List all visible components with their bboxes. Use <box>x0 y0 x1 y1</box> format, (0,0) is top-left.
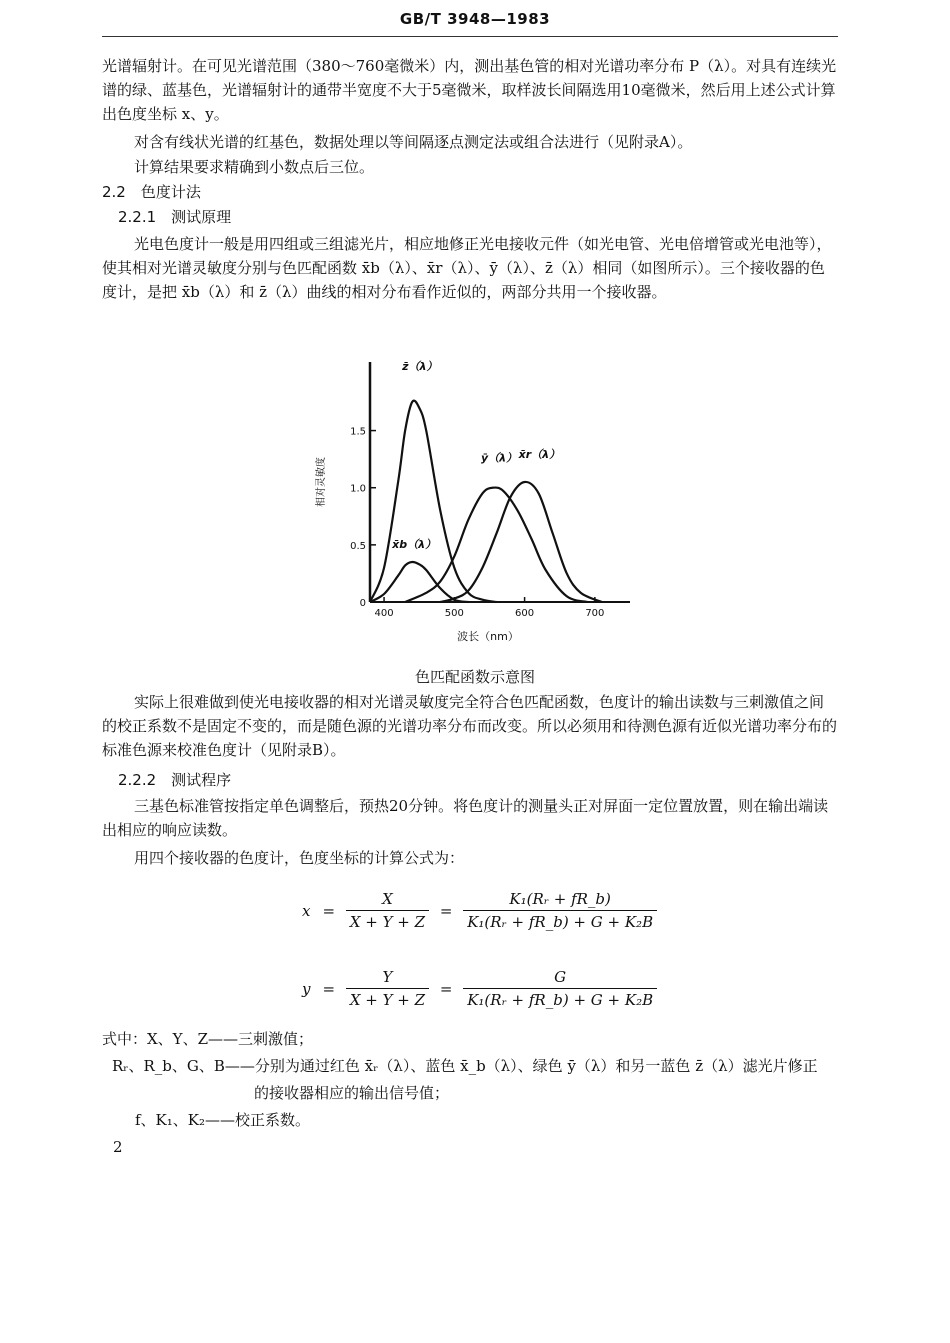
series-label: x̄r（λ） <box>518 448 561 461</box>
x-tick-label: 700 <box>585 608 605 619</box>
def-xyz-term: 式中：X、Y、Z—— <box>102 1030 239 1048</box>
eq2-frac2-num: G <box>463 968 657 989</box>
eq2-frac1-den: X + Y + Z <box>349 991 426 1009</box>
eq1-frac1-den: X + Y + Z <box>349 913 426 931</box>
eq1-frac1 <box>346 890 429 931</box>
def-rrgb <box>112 1053 818 1079</box>
y-tick-label: 1.0 <box>350 483 366 495</box>
x-tick-label: 600 <box>515 608 535 619</box>
eq1-frac2-num: K₁(Rᵣ + fR_b) <box>463 890 657 911</box>
header-rule <box>102 36 838 37</box>
eq1-lhs: x <box>302 901 311 920</box>
y-tick-label: 1.5 <box>350 426 366 438</box>
def-fk-term: f、K₁、K₂—— <box>135 1111 235 1129</box>
page-header: GB/T 3948—1983 <box>399 10 551 28</box>
section-heading-2-2: 2.2 色度计法 <box>102 183 201 201</box>
def-xyz-desc: 三刺激值； <box>238 1030 314 1048</box>
series-label: x̄b（λ） <box>392 538 437 551</box>
paragraph-2: 对含有线状光谱的红基色，数据处理以等间隔逐点测定法或组合法进行（见附录A）。 <box>134 133 693 151</box>
eq1-frac1-num: X <box>346 890 429 911</box>
section-heading-2-2-2: 2.2.2 测试程序 <box>118 771 232 789</box>
series-label: ȳ（λ） <box>480 451 518 465</box>
paragraph-1: 光谱辐射计。在可见光谱范围（380～760毫微米）内，测出基色管的相对光谱功率分布 P（λ）。对具有连续光谱的绿、蓝基色，光谱辐射计的通带半宽度不大于5毫微米，取样波长间隔选用10毫微米，然后用上述公式计算出色度坐标 x、y。 <box>102 57 837 123</box>
def-rrgb-desc: 分别为通过红色 x̄ᵣ（λ）、蓝色 x̄_b（λ）、绿色 ȳ（λ）和另一蓝色 z̄（λ）滤光片修正 <box>254 1057 818 1075</box>
color-matching-chart <box>300 340 640 655</box>
eq2-frac1 <box>346 968 429 1009</box>
paragraph-7: 用四个接收器的色度计，色度坐标的计算公式为： <box>134 849 465 867</box>
x-tick-label: 500 <box>444 608 464 619</box>
eq2-frac2-den: K₁(Rᵣ + fR_b) + G + K₂B <box>467 991 654 1009</box>
y-tick-label: 0.5 <box>350 540 366 552</box>
eq1-frac2-den: K₁(Rᵣ + fR_b) + G + K₂B <box>467 913 654 931</box>
def-fk-desc: 校正系数。 <box>235 1111 311 1129</box>
x-axis-label: 波长（nm） <box>457 630 519 643</box>
eq2-frac2 <box>463 968 657 1009</box>
paragraph-5: 实际上很难做到使光电接收器的相对光谱灵敏度完全符合色匹配函数，色度计的输出读数与三刺激值之间的校正系数不是固定不变的，而是随色源的光谱功率分布而改变。所以必须用和待测色源有近似光谱功率分布的标准色源来校准色度计（见附录B）。 <box>102 693 838 759</box>
equation-x: x = $\frac{X}{X + Y + Z}$ = $\frac{\text{K₁(Rᵣ + fR\_b)}}{\text{K₁(Rᵣ + fR\_b) + G + K₂B}}$ <box>296 890 657 931</box>
def-rrgb-cont: 的接收器相应的输出信号值； <box>254 1084 450 1102</box>
figure-caption: 色匹配函数示意图 <box>414 668 535 686</box>
def-rrgb-term: Rᵣ、R_b、G、B—— <box>112 1057 255 1075</box>
series-line <box>440 482 602 602</box>
def-fk <box>135 1107 310 1133</box>
paragraph-4: 光电色度计一般是用四组或三组滤光片，相应地修正光电接收元件（如光电管、光电倍增管或光电池等），使其相对光谱灵敏度分别与色匹配函数 x̄b（λ）、x̄r（λ）、ȳ（λ）、z̄（λ）相同（如图所示）。三个接收器的色度计，是把 x̄b（λ）和 z̄（λ）曲线的相对分布看作近似的，两部分共用一个接收器。 <box>102 235 832 301</box>
y-tick-label: 0 <box>359 598 366 609</box>
paragraph-3: 计算结果要求精确到小数点后三位。 <box>134 158 375 176</box>
page-number: 2 <box>113 1138 123 1156</box>
y-axis-label: 相对灵敏度 <box>316 457 327 507</box>
eq2-lhs: y <box>302 979 311 998</box>
def-xyz <box>102 1026 313 1052</box>
paragraph-6: 三基色标准管按指定单色调整后，预热20分钟。将色度计的测量头正对屏面一定位置放置，则在输出端读出相应的响应读数。 <box>102 797 829 839</box>
eq1-frac2 <box>463 890 657 931</box>
eq2-frac1-num: Y <box>346 968 429 989</box>
series-label: z̄（λ） <box>402 360 438 373</box>
x-tick-label: 400 <box>374 608 394 619</box>
equation-y: y = $\frac{Y}{X + Y + Z}$ = $\frac{G}{\text{K₁(Rᵣ + fR\_b) + G + K₂B}}$ <box>296 968 657 1009</box>
section-heading-2-2-1: 2.2.1 测试原理 <box>118 208 232 226</box>
